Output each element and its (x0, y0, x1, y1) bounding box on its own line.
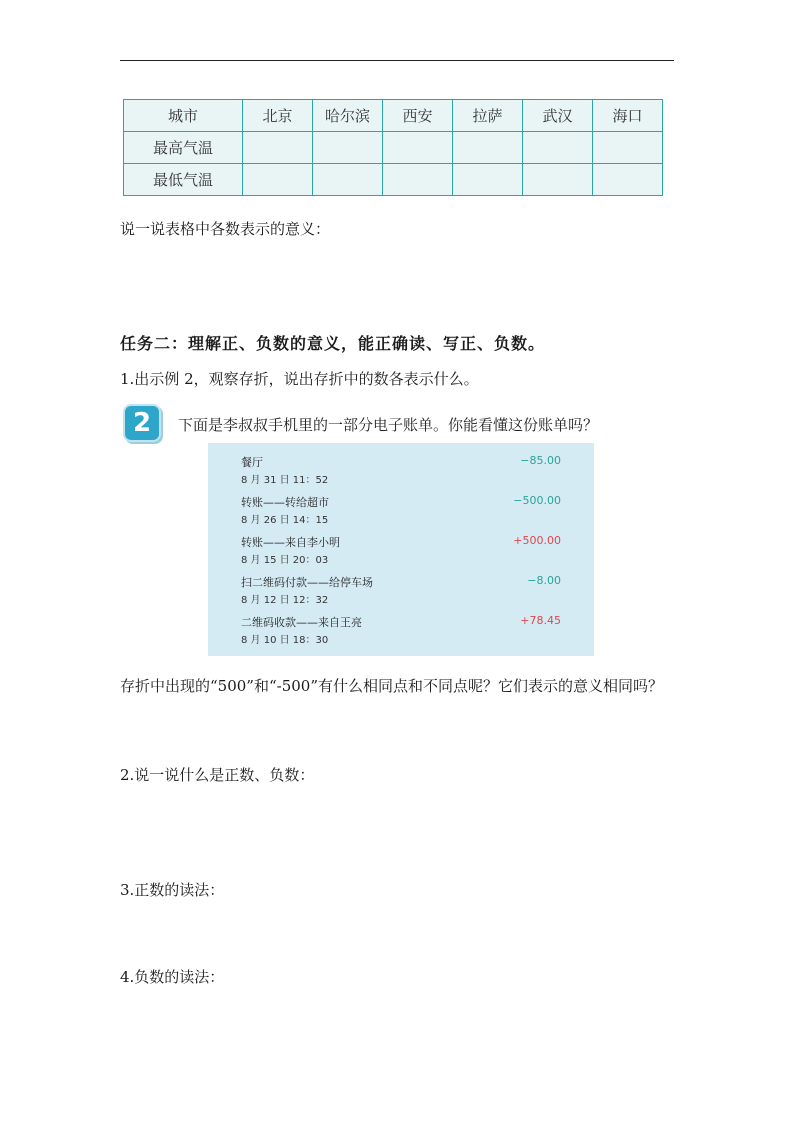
table-header-cell: 西安 (383, 100, 453, 132)
row-label: 最低气温 (124, 164, 243, 196)
header-rule (120, 60, 674, 61)
table-header-cell: 哈尔滨 (313, 100, 383, 132)
bill-amount: −500.00 (513, 494, 561, 507)
table-cell (593, 164, 663, 196)
table-cell (593, 132, 663, 164)
bill-entry (241, 614, 561, 654)
e-bill-panel (208, 443, 594, 656)
bill-title: 餐厅 (241, 456, 263, 469)
example-intro: 下面是李叔叔手机里的一部分电子账单。你能看懂这份账单吗？ (178, 416, 599, 434)
comparison-question: 存折中出现的“500”和“-500”有什么相同点和不同点呢？它们表示的意义相同吗？ (120, 677, 664, 695)
bill-entry (241, 454, 561, 494)
table-cell (243, 132, 313, 164)
table-cell (243, 164, 313, 196)
table-cell (383, 164, 453, 196)
item-one: 1.出示例 2，观察存折，说出存折中的数各表示什么。 (120, 370, 479, 388)
bill-time: 8 月 12 日 12：32 (241, 595, 329, 606)
bill-time: 8 月 26 日 14：15 (241, 515, 329, 526)
task-two-heading: 任务二：理解正、负数的意义，能正确读、写正、负数。 (120, 334, 546, 353)
table-prompt: 说一说表格中各数表示的意义： (120, 220, 331, 238)
table-header-cell: 北京 (243, 100, 313, 132)
bill-time: 8 月 10 日 18：30 (241, 635, 329, 646)
bill-time: 8 月 31 日 11：52 (241, 475, 329, 486)
bill-title: 二维码收款——来自王亮 (241, 616, 362, 629)
temperature-table (123, 99, 663, 196)
bill-title: 转账——来自李小明 (241, 536, 340, 549)
table-header-cell: 武汉 (523, 100, 593, 132)
bill-time: 8 月 15 日 20：03 (241, 555, 329, 566)
bill-amount: +500.00 (513, 534, 561, 547)
table-header-cell: 拉萨 (453, 100, 523, 132)
item-four: 4.负数的读法： (120, 968, 225, 986)
table-cell (523, 164, 593, 196)
bill-title: 扫二维码付款——给停车场 (241, 576, 373, 589)
bill-entry (241, 574, 561, 614)
table-row (124, 132, 663, 164)
bill-amount: −85.00 (520, 454, 561, 467)
bill-title: 转账——转给超市 (241, 496, 329, 509)
item-three: 3.正数的读法： (120, 881, 225, 899)
table-cell (313, 132, 383, 164)
table-header-cell: 城市 (124, 100, 243, 132)
table-cell (383, 132, 453, 164)
bill-entry (241, 494, 561, 534)
table-cell (523, 132, 593, 164)
bill-amount: +78.45 (520, 614, 561, 627)
table-header-row (124, 100, 663, 132)
table-row (124, 164, 663, 196)
bill-amount: −8.00 (527, 574, 561, 587)
row-label: 最高气温 (124, 132, 243, 164)
example-number-badge: 2 (123, 404, 161, 442)
bill-entry (241, 534, 561, 574)
table-cell (313, 164, 383, 196)
table-cell (453, 132, 523, 164)
table-header-cell: 海口 (593, 100, 663, 132)
table-cell (453, 164, 523, 196)
item-two: 2.说一说什么是正数、负数： (120, 766, 315, 784)
